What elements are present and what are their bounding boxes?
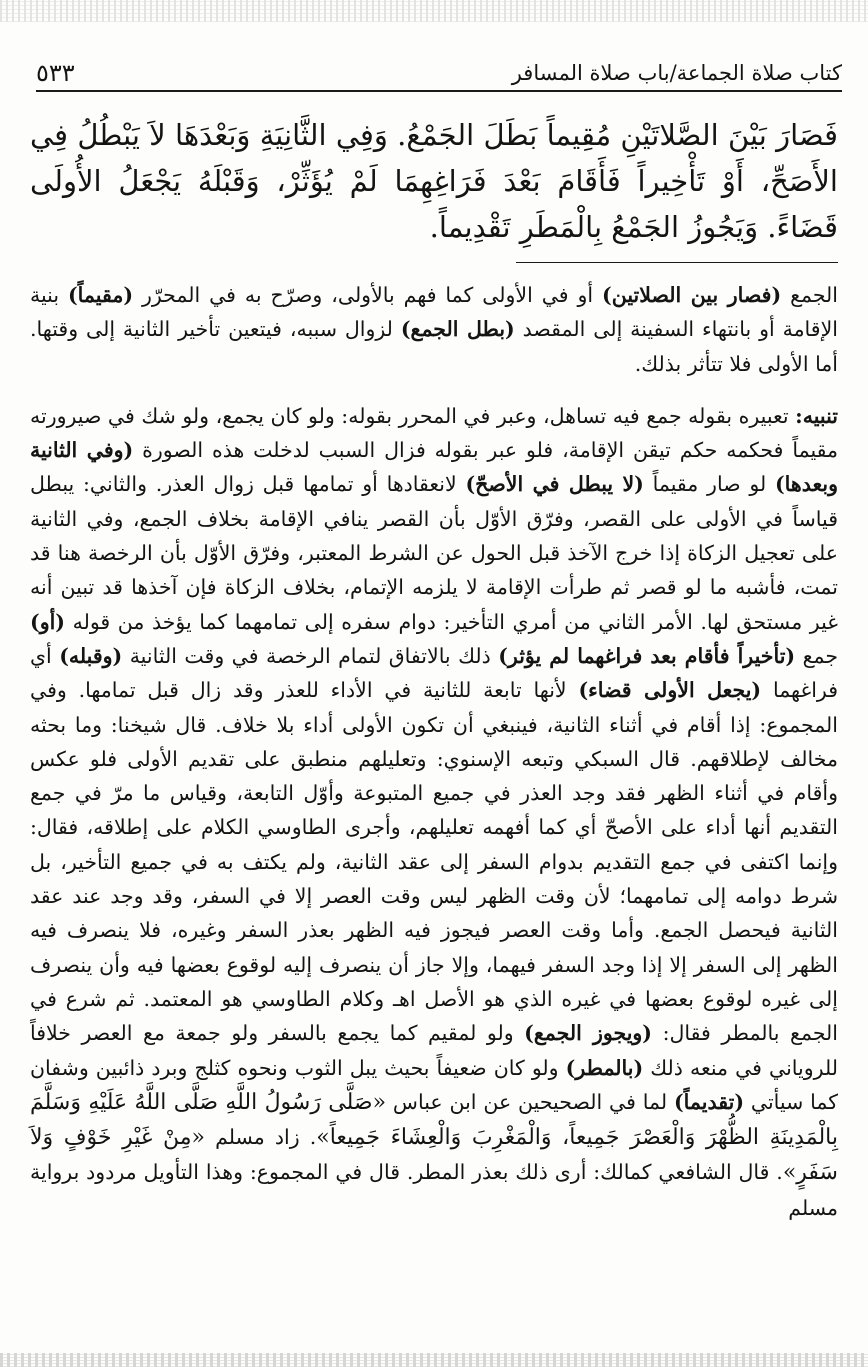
text-run: أي فراغهما [30, 643, 839, 703]
hadith-quote: «صَلَّى رَسُولُ اللَّهِ صَلَّى اللَّهُ عَلَيْهِ وَسَلَّمَ بِالْمَدِينَةِ الظُّهْرَ وَالْعَصْرَ جَمِيعاً، وَالْمَغْرِبَ وَالْعِشَاءَ جَمِيعاً» [30, 1089, 838, 1151]
text-run: الجمع [781, 283, 838, 307]
bottom-scan-border [0, 1353, 868, 1367]
text-run: ولو لمقيم كما يجمع بالسفر ولو جمعة مع العصر خلافاً للروياني في منعه ذلك [30, 1021, 838, 1080]
bold-quote: (وقبله) [59, 643, 123, 668]
text-run: لو صار مقيماً [643, 472, 775, 497]
bold-quote: (ويجوز الجمع) [524, 1021, 653, 1046]
bold-quote: (بطل الجمع) [400, 317, 515, 342]
matn-text: فَصَارَ بَيْنَ الصَّلاتَيْنِ مُقِيماً بَطَلَ الجَمْعُ. وَفِي الثَّانِيَةِ وَبَعْدَهَا لاَ يَبْطُلُ فِي الأَصَحِّ، أَوْ تَأْخِيراً فَأَقَامَ بَعْدَ فَرَاغِهِمَا لَمْ يُؤَثِّرْ، وَقَبْلَهُ يَجْعَلُ الأُولَى قَضَاءً. وَيَجُوزُ الجَمْعُ بِالْمَطَرِ تَقْدِيماً. [30, 118, 838, 244]
bold-quote: (أو) [30, 609, 65, 634]
page-header [36, 52, 842, 92]
bold-quote: (مقيماً) [67, 283, 134, 307]
text-run: لانعقادها أو تمامها قبل زوال العذر. والثاني: يبطل قياساً في الأولى على القصر، وفرّق الأوّل بأن القصر ينافي الإقامة بخلاف الجمع، وفي الثانية على تعجيل الزكاة إذا خرج الآخذ قبل الحول عن الشرط المعتبر، وفرّق الأوّل بأن الرخصة هنا قد تمت، فأشبه ما لو قصر ثم طرأت الإقامة لا يلزمه الإتمام، بخلاف الزكاة فإن آخذها قد تبين أنه غير مستحق لها. الأمر الثاني من أمري التأخير: دوام سفره إلى تمامهما كما يؤخذ من قوله [30, 472, 838, 634]
bold-quote: (تقديماً) [673, 1089, 745, 1114]
bold-quote: (لا يبطل في الأصحّ) [465, 472, 644, 497]
commentary [30, 278, 838, 1225]
commentary-paragraph-2 [30, 399, 838, 1225]
bold-quote: (تأخيراً فأقام بعد فراغهما لم يؤثر) [498, 643, 796, 668]
page-number: ٥٣٣ [36, 59, 75, 87]
text-run: ولو كان ضعيفاً بحيث يبل الثوب ونحوه كثلج وبرد ذائبين وشفان كما سيأتي [30, 1055, 838, 1114]
text-run: جمع [795, 643, 838, 668]
running-title: كتاب صلاة الجماعة/باب صلاة المسافر [511, 61, 842, 85]
top-scan-border [0, 0, 868, 22]
text-run: لزوال سببه، فيتعين تأخير الثانية إلى وقتها. أما الأولى فلا تتأثر بذلك. [30, 317, 838, 376]
bold-quote: (يجعل الأولى قضاء) [578, 678, 762, 703]
bold-quote: (فصار بين الصلاتين) [602, 283, 782, 307]
text-run: لما في الصحيحين عن ابن عباس [386, 1089, 674, 1114]
bold-quote: (بالمطر) [565, 1055, 644, 1080]
footnote-divider [516, 262, 838, 263]
text-run: ذلك بالاتفاق لتمام الرخصة في وقت الثانية [122, 643, 499, 668]
tanbih-label: تنبيه: [795, 403, 838, 428]
bold-quote: (وفي الثانية وبعدها) [30, 438, 838, 497]
text-run: أو في الأولى كما فهم بالأولى، وصرّح به في المحرّر [133, 283, 603, 307]
text-run: بنية الإقامة أو بانتهاء السفينة إلى المقصد [30, 283, 838, 342]
commentary-paragraph-1 [30, 278, 838, 381]
text-run: لأنها تابعة للثانية في الأداء للعذر وقد زال قبل تمامها. وفي المجموع: إذا أقام في أثناء الثانية، فينبغي أن تكون الأولى أداء بلا خلاف. قال شيخنا: وما بحثه مخالف لإطلاقهم. قال السبكي وتبعه الإسنوي: وتعليلهم منطبق على تقديم الأولى فلو عكس وأقام في أثناء الظهر فقد وجد العذر في جميع المتبوعة وأوّل التابعة، وقياس ما مرّ في جمع التقديم أنها أداء على الأصحّ أي كما أفهمه تعليلهم، وأجرى الطاوسي الكلام على إطلاقه، فقال: وإنما اكتفى في جمع التقديم بدوام السفر إلى عقد الثانية، ولم يكتف به في جميع التأخير، بل شرط دوامه إلى تمامهما؛ لأن وقت الظهر ليس وقت العصر إلا في السفر، وقد وجد عند عقد الثانية فيحصل الجمع. وأما وقت العصر فيجوز فيه الظهر بعذر السفر وغيره، فلا ينصرف فيه الظهر إلى السفر إلا إذا وجد السفر فيهما، وإلا جاز أن ينصرف إليه لوقوع بعضها فيه وأن ينصرف إلى غيره لوقوع بعضها في غيره الذي هو الأصل اهـ وكلام الطاوسي هو المعتمد. ثم شرع في الجمع بالمطر فقال: [30, 678, 838, 1046]
text-run: . زاد مسلم [204, 1125, 317, 1150]
text-run: تعبيره بقوله جمع فيه تساهل، وعبر في المحرر بقوله: ولو كان يجمع، ولو شك في صيرورته مقيماً فحكمه حكم تيقن الإقامة، فلو عبر بقوله فزال السبب لدخلت هذه الصورة [30, 403, 838, 463]
hadith-quote: «مِنْ غَيْرِ خَوْفٍ وَلاَ سَفَرٍ» [30, 1125, 838, 1186]
text-run: . قال الشافعي كمالك: أرى ذلك بعذر المطر. قال في المجموع: وهذا التأويل مردود برواية مسلم [30, 1160, 838, 1220]
